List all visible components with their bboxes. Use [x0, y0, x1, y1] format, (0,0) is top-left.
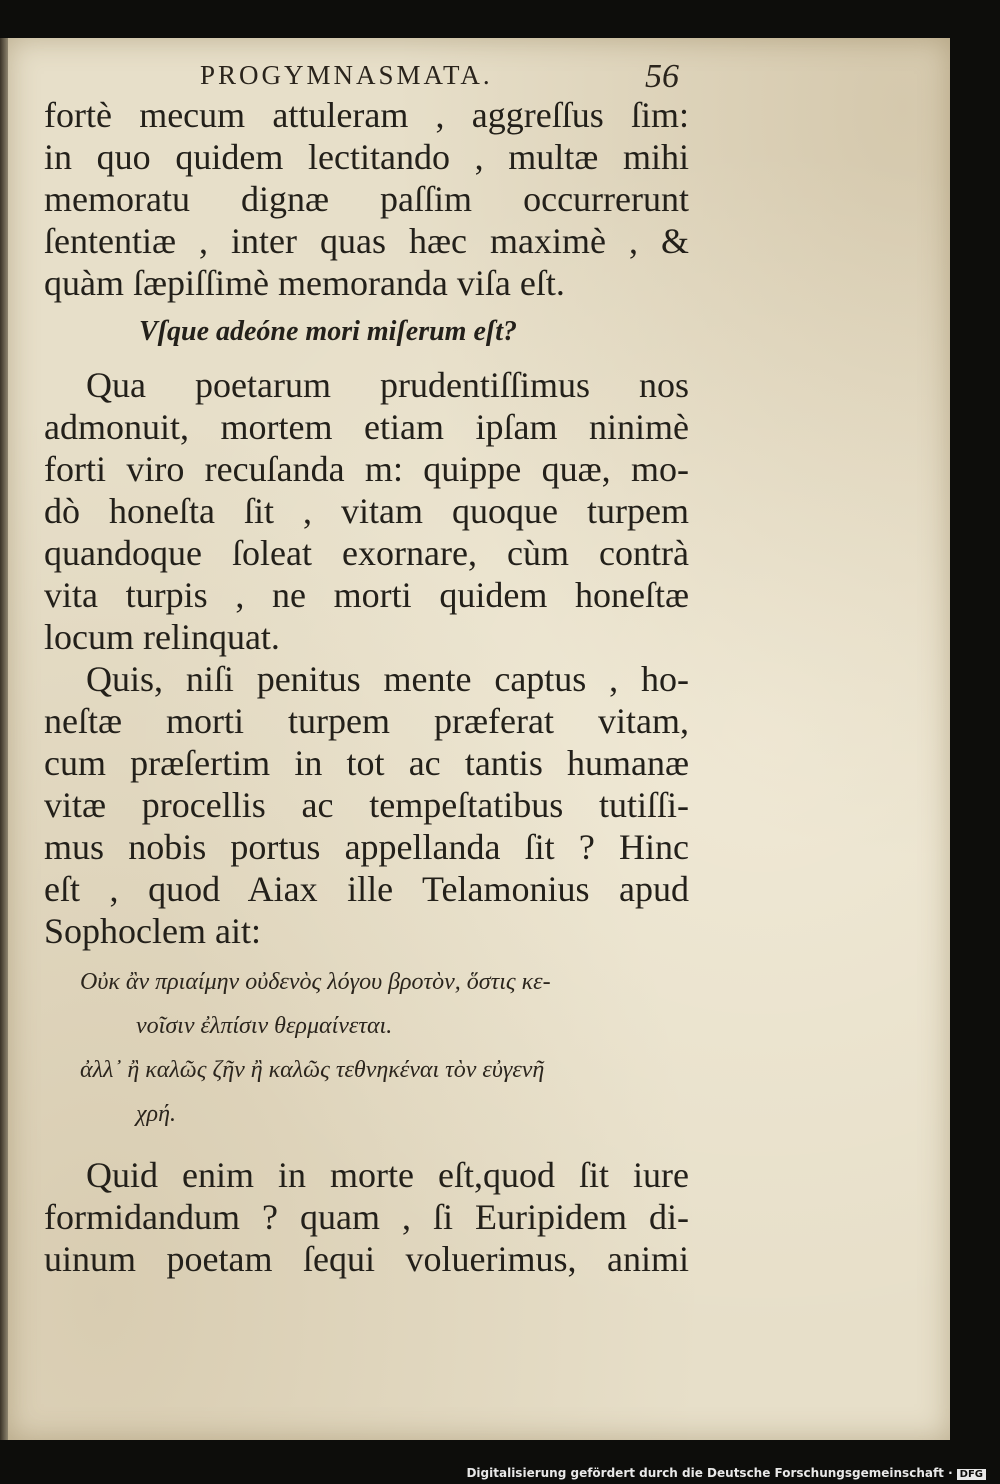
text-line: admonuit, mortem etiam ipſam ninimè: [44, 407, 689, 447]
text-line: uinum poetam ſequi voluerimus, animi: [44, 1239, 689, 1279]
text-line: eſt , quod Aiax ille Telamonius apud: [44, 869, 689, 909]
text-line: fortè mecum attuleram , aggreſſus ſim:: [44, 95, 689, 135]
text-line: dò honeſta ſit , vitam quoque turpem: [44, 491, 689, 531]
greek-verse-line: Οὐκ ἂν πριαίμην οὐδενὸς λόγου βροτὸν, ὅστις κε-: [80, 969, 551, 995]
greek-verse-line: ἀλλ᾽ ἢ καλῶς ζῆν ἢ καλῶς τεθνηκέναι τὸν εὐγενῆ: [80, 1057, 545, 1083]
text-block: [44, 94, 689, 1280]
text-line: forti viro recuſanda m: quippe quæ, mo-: [44, 449, 689, 489]
text-line: mus nobis portus appellanda ſit ? Hinc: [44, 827, 689, 867]
text-line: Sophoclem ait:: [44, 911, 261, 951]
text-line: memoratu dignæ paſſim occurrerunt: [44, 179, 689, 219]
credit-text: Digitalisierung gefördert durch die Deutsche Forschungsgemeinschaft ·: [466, 1466, 953, 1480]
text-line: cum præſertim in tot ac tantis humanæ: [44, 743, 689, 783]
text-line: ſententiæ , inter quas hæc maximè , &: [44, 221, 689, 261]
text-line: in quo quidem lectitando , multæ mihi: [44, 137, 689, 177]
greek-verse-line: χρή.: [136, 1101, 176, 1127]
spacer: [44, 1136, 689, 1154]
text-line: quàm ſæpiſſimè memoranda viſa eſt.: [44, 263, 565, 303]
greek-verse-line: νοῖσιν ἐλπίσιν θερμαίνεται.: [136, 1013, 393, 1039]
text-line: vita turpis , ne morti quidem honeſtæ: [44, 575, 689, 615]
text-line: quandoque ſoleat exornare, cùm contrà: [44, 533, 689, 573]
text-line: Quid enim in morte eſt,quod ſit iure: [86, 1155, 689, 1195]
digitization-credit: [466, 1466, 986, 1480]
dfg-logo: DFG: [957, 1469, 986, 1480]
spacer: [44, 952, 689, 960]
text-line: Quis, niſi penitus mente captus , ho-: [86, 659, 689, 699]
text-line: vitæ procellis ac tempeſtatibus tutiſſi-: [44, 785, 689, 825]
text-line: locum relinquat.: [44, 617, 280, 657]
page-number: 56: [645, 58, 679, 95]
text-line: formidandum ? quam , ſi Euripidem di-: [44, 1197, 689, 1237]
text-line: Qua poetarum prudentiſſimus nos: [86, 365, 689, 405]
verse-quotation: Vſque adeóne mori miſerum eſt?: [139, 316, 517, 347]
text-line: neſtæ morti turpem præferat vitam,: [44, 701, 689, 741]
running-head: PROGYMNASMATA.: [200, 60, 493, 90]
